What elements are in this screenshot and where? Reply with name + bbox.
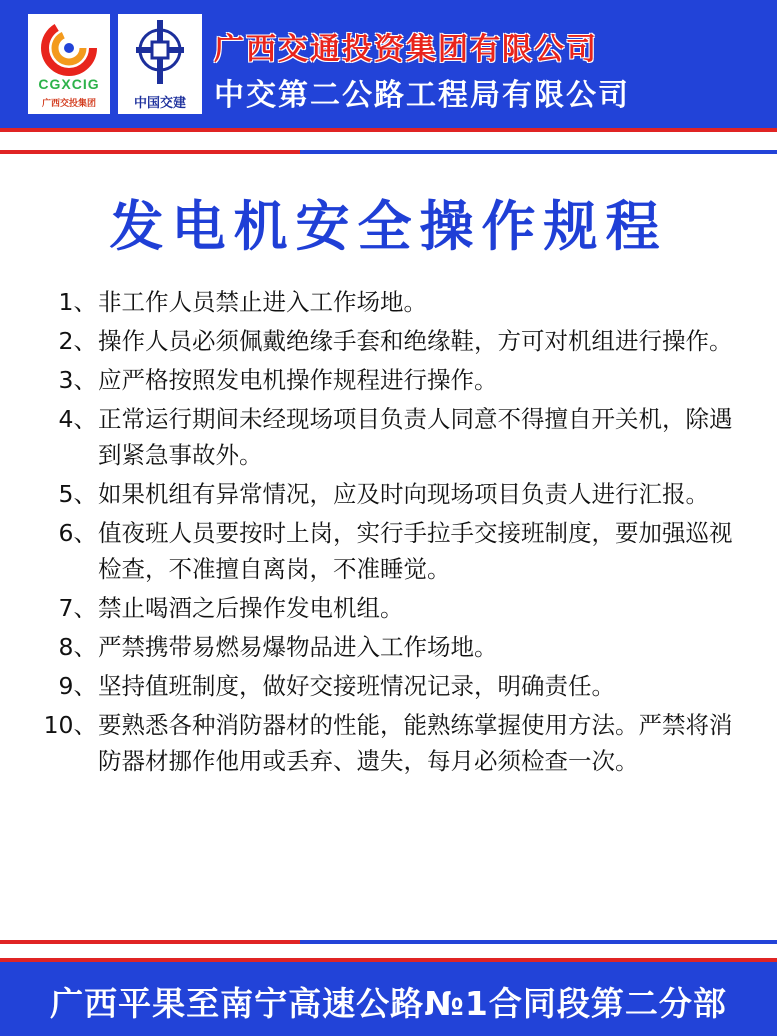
rule-text: 要熟悉各种消防器材的性能，能熟练掌握使用方法。严禁将消防器材挪作他用或丢弃、遗失，每月必须检查一次。 (98, 711, 733, 775)
rule-text: 严禁携带易燃易爆物品进入工作场地。 (98, 633, 498, 661)
rule-number: 4、 (58, 405, 97, 433)
crcc-logo (118, 14, 202, 114)
cgxcig-swirl-icon (38, 20, 100, 76)
rule-item (0, 362, 777, 398)
rules-list (0, 284, 777, 782)
rule-item (0, 707, 777, 779)
top-stripe-red (0, 150, 300, 154)
rule-text: 禁止喝酒之后操作发电机组。 (98, 594, 404, 622)
rule-number: 2、 (58, 327, 97, 355)
rule-text: 值夜班人员要按时上岗，实行手拉手交接班制度，要加强巡视检查，不准擅自离岗，不准睡觉。 (98, 519, 733, 583)
rule-number: 6、 (58, 519, 97, 547)
rule-number: 1、 (58, 288, 97, 316)
crcc-logo-text: 中国交建 (133, 96, 186, 111)
rule-number: 5、 (58, 480, 97, 508)
rule-text: 应严格按照发电机操作规程进行操作。 (98, 366, 498, 394)
cgxcig-logo (28, 14, 110, 114)
footer-banner (0, 962, 777, 1036)
rule-number: 8、 (58, 633, 97, 661)
bottom-stripe-blue (300, 940, 777, 944)
rule-number: 3、 (58, 366, 97, 394)
rule-item (0, 629, 777, 665)
rule-text: 正常运行期间未经现场项目负责人同意不得擅自开关机，除遇到紧急事故外。 (98, 405, 733, 469)
rule-item (0, 284, 777, 320)
header-banner (0, 0, 777, 128)
footer-project-name: 广西平果至南宁高速公路№1合同段第二分部 (50, 984, 727, 1023)
page-title: 发电机安全操作规程 (109, 195, 668, 258)
rule-item (0, 401, 777, 473)
rule-number: 7、 (58, 594, 97, 622)
company-name-primary: 广西交通投资集团有限公司 (214, 32, 598, 67)
rule-item (0, 668, 777, 704)
bottom-stripe-red (0, 940, 300, 944)
cgxcig-logo-abbr: CGXCIG (38, 76, 100, 92)
rule-text: 坚持值班制度，做好交接班情况记录，明确责任。 (98, 672, 615, 700)
rule-text: 如果机组有异常情况，应及时向现场项目负责人进行汇报。 (98, 480, 709, 508)
rule-text: 非工作人员禁止进入工作场地。 (98, 288, 427, 316)
rule-number: 9、 (58, 672, 97, 700)
top-stripe-blue (300, 150, 777, 154)
header-divider (0, 128, 777, 132)
rule-number: 10、 (43, 711, 97, 739)
rule-item (0, 590, 777, 626)
rule-item (0, 323, 777, 359)
rule-text: 操作人员必须佩戴绝缘手套和绝缘鞋，方可对机组进行操作。 (98, 327, 733, 355)
rule-item (0, 515, 777, 587)
rule-item (0, 476, 777, 512)
company-name-secondary: 中交第二公路工程局有限公司 (214, 78, 630, 113)
cgxcig-logo-subtitle: 广西交投集团 (41, 98, 96, 108)
crcc-emblem-icon (136, 18, 184, 88)
